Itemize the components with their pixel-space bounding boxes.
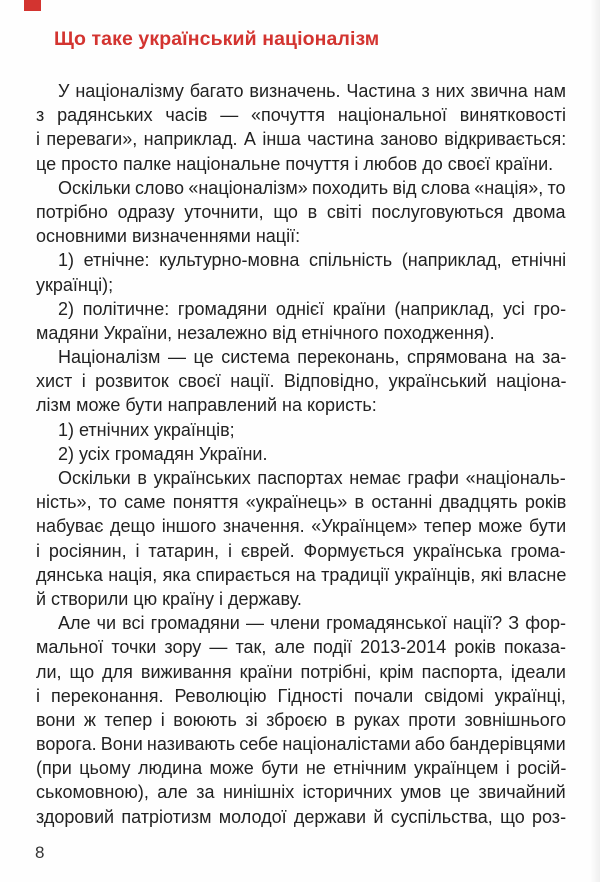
text-line-content: Націоналізм — це система переконань, спрямована на за- [58,347,567,368]
text-line-content: ність», то саме поняття «українець» в останні двадцять років [36,492,567,513]
text-line-content: Але чи всі громадяни — члени громадянської нації? З фор- [58,613,567,634]
page-number: 8 [35,843,45,862]
text-line-content: це просто палке національне почуття і любов до своєї країни. [36,153,554,174]
chapter-title: Що таке український націоналізм [54,28,380,50]
text-line-content: Оскільки в українських паспортах немає графи «національ- [58,468,566,488]
text-line [36,805,566,829]
text-line-content: 1) етнічне: культурно-мовна спільність (наприклад, етнічні [58,250,567,271]
text-line-content: здоровий патріотизм молодої держави й суспільства, що роз- [36,806,567,827]
text-line [36,103,566,127]
text-line [36,152,566,176]
text-line-content: лізм може бути направлений на користь: [36,395,377,416]
text-line [36,127,566,151]
text-line [36,345,566,369]
text-line [36,224,566,248]
text-line-content: дянська нація, яка спирається на традиції українців, які власне [36,564,567,585]
text-line [36,756,566,780]
text-line-content: потрібно одразу уточнити, що в світі послуговуються двома [36,201,566,222]
text-line [36,176,566,200]
text-line [36,200,566,224]
text-line-content: основними визначеннями нації: [36,226,301,247]
page-edge-shadow [590,0,600,882]
text-line-content: і росіянин, і татарин, і єврей. Формується українська грома- [36,540,566,561]
text-line-content: хист і розвиток своєї нації. Відповідно, український націона- [36,371,567,392]
text-line-content: з радянських часів — «почуття національної винятковості [36,105,567,126]
text-line-content: 2) політичне: громадяни однієї країни (наприклад, усі гро- [58,298,567,319]
text-line-content: (при цьому людина може бути не етнічним українцем і росій- [36,758,567,779]
text-line [36,297,566,321]
text-line-content: У націоналізму багато визначень. Частина з них звична нам [58,81,566,101]
text-line [36,321,566,345]
text-line [36,660,566,684]
text-line-content: ворога. Вони називають себе націоналістами або бандерівцями [36,734,566,755]
text-line [36,466,566,490]
text-line-content: мадяни України, незалежно від етнічного походження). [36,322,495,343]
text-line [36,442,566,466]
text-line [36,248,566,272]
text-line-content: набуває дещо іншого значення. «Українцем» тепер може бути [36,516,567,537]
text-line-content: ли, що для виживання країни потрібні, крім паспорта, ідеали [36,661,566,682]
text-line-content: українці); [36,274,114,295]
text-line [36,79,566,103]
text-line [36,273,566,297]
text-line [36,369,566,393]
text-line [36,587,566,611]
text-line [36,563,566,587]
text-line-content: 1) етнічних українців; [58,419,235,440]
corner-tab-mark [24,0,41,11]
text-line [36,393,566,417]
text-line [36,418,566,442]
text-line-content: ськомовною), але за нинішніх історичних умов це звичайний [36,782,566,803]
text-line [36,490,566,514]
text-line-content: і переваги», наприклад. А інша частина заново відкривається: [36,129,567,150]
text-line [36,780,566,804]
body-text [36,79,566,829]
text-line [36,611,566,635]
text-line [36,708,566,732]
text-line-content: і переконання. Революцію Гідності почали свідомі українці, [36,685,566,706]
text-line-content: 2) усіх громадян України. [58,443,268,464]
text-line-content: вони ж тепер і воюють зі зброєю в руках проти зовнішнього [36,709,566,730]
text-line [36,732,566,756]
text-line-content: Оскільки слово «націоналізм» походить від слова «нація», то [58,177,566,198]
text-line-content: й створили цю країну і державу. [36,588,302,609]
text-line [36,684,566,708]
text-line-content: мальної точки зору — так, але події 2013-2014 років показа- [36,637,567,658]
text-line [36,539,566,563]
text-line [36,514,566,538]
text-line [36,635,566,659]
